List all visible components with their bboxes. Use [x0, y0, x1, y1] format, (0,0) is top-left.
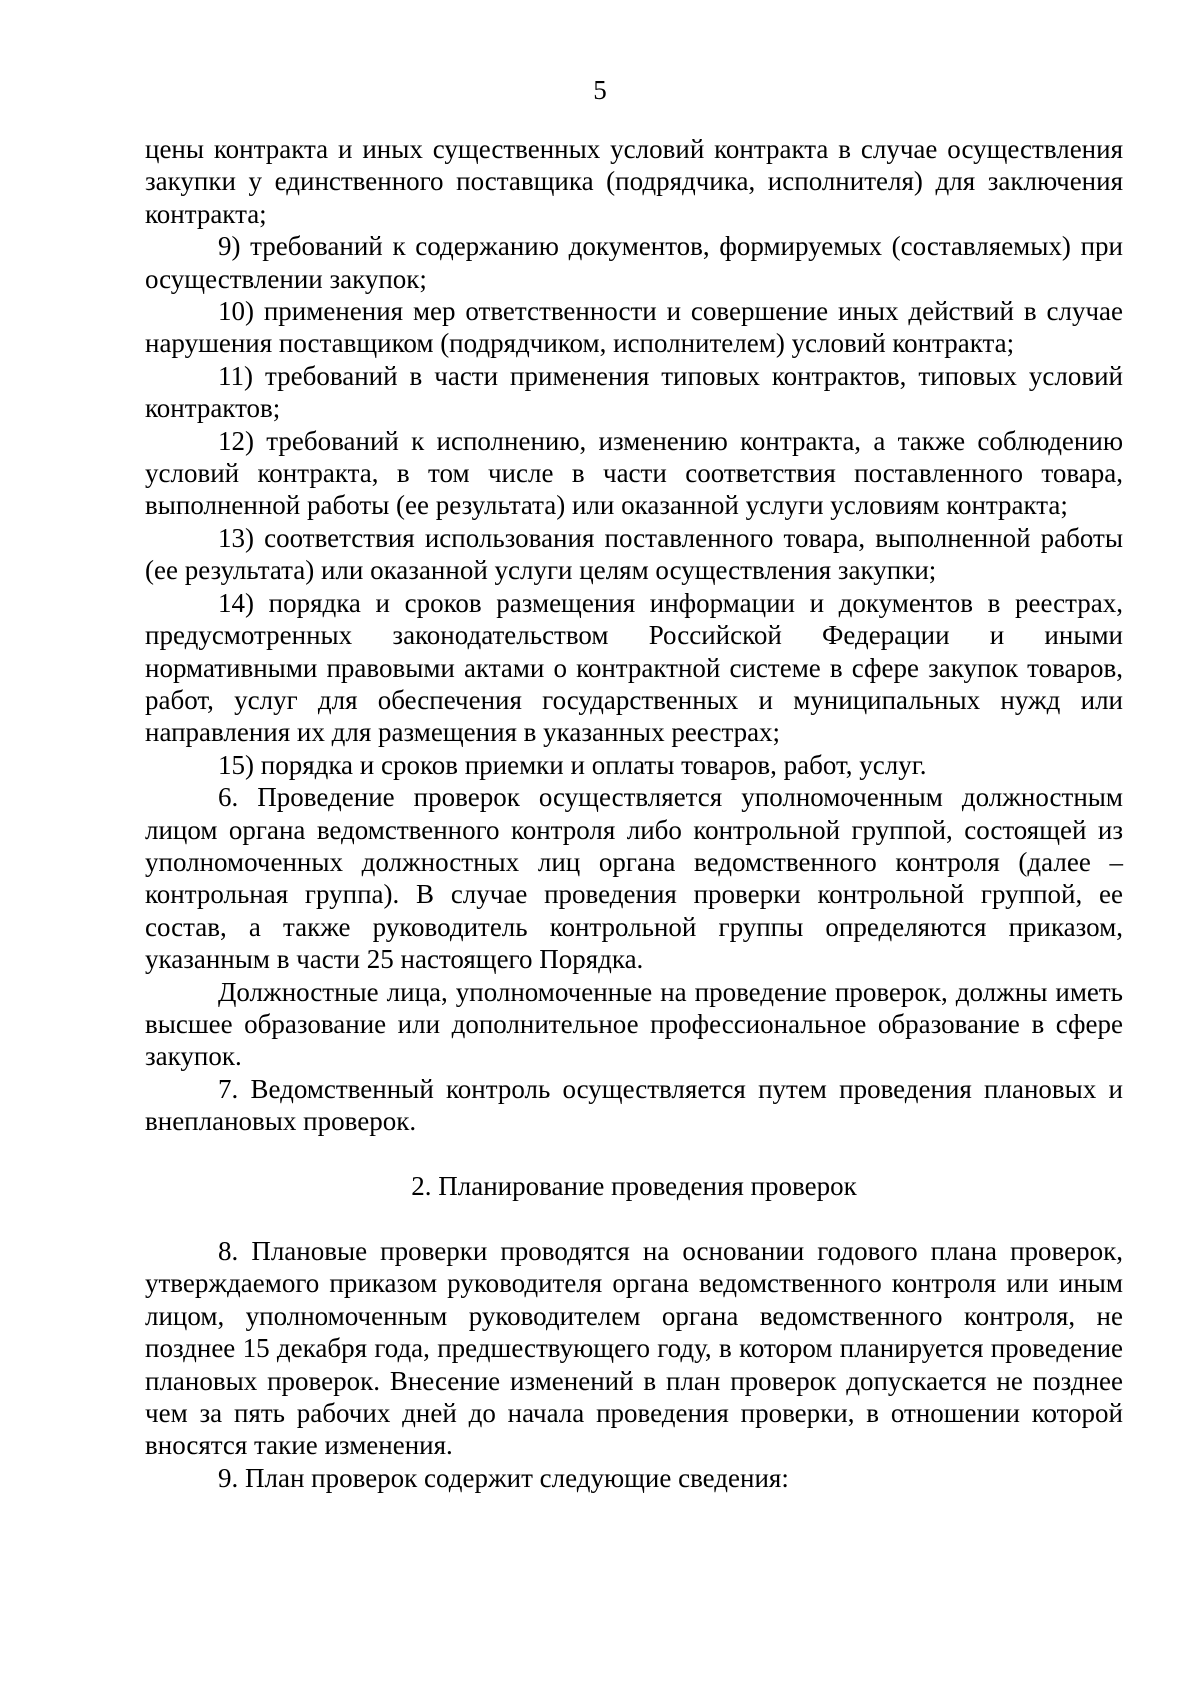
list-item-15: 15) порядка и сроков приемки и оплаты товаров, работ, услуг.: [218, 749, 927, 780]
list-item-14: 14) порядка и сроков размещения информации и документов в реестрах, предусмотренных законодательством Российской Федерации и иными нормативными правовыми актами о контрактной системе в сфере закупок товаров, работ, услуг для обеспечения государственных и муниципальных нужд или направления их для размещения в указанных реестрах;: [145, 587, 1123, 748]
list-item-9: 9) требований к содержанию документов, формируемых (составляемых) при осуществлении закупок;: [145, 231, 1123, 294]
list-item-12: 12) требований к исполнению, изменению контракта, а также соблюдению условий контракта, в том числе в части соответствия поставленного товара, выполненной работы (ее результата) или оказанной услуги условиям контракта;: [145, 425, 1123, 521]
paragraph-6: 6. Проведение проверок осуществляется уполномоченным должностным лицом органа ведомственного контроля либо контрольной группой, состоящей из уполномоченных должностных лиц органа ведомственного контроля (далее – контрольная группа). В случае проведения проверки контрольной группой, ее состав, а также руководитель контрольной группы определяются приказом, указанным в части 25 настоящего Порядка.: [145, 782, 1123, 975]
list-item-11: 11) требований в части применения типовых контрактов, типовых условий контрактов;: [145, 360, 1123, 424]
paragraph-continuation: цены контракта и иных существенных условий контракта в случае осуществления закупки у единственного поставщика (подрядчика, исполнителя) для заключения контракта;: [145, 134, 1123, 229]
section-heading: 2. Планирование проведения проверок: [411, 1170, 857, 1201]
paragraph-7: 7. Ведомственный контроль осуществляется путем проведения плановых и внеплановых проверок.: [145, 1073, 1123, 1137]
document-body: [145, 133, 1123, 1494]
paragraph-8: 8. Плановые проверки проводятся на основании годового плана проверок, утверждаемого приказом руководителя органа ведомственного контроля или иным лицом, уполномоченным руководителем органа ведомственного контроля, не позднее 15 декабря года, предшествующего году, в котором планируется проведение плановых проверок. Внесение изменений в план проверок допускается не позднее чем за пять рабочих дней до начала проведения проверки, в отношении которой вносятся такие изменения.: [145, 1236, 1123, 1461]
paragraph-qualifications: Должностные лица, уполномоченные на проведение проверок, должны иметь высшее образование или дополнительное профессиональное образование в сфере закупок.: [145, 976, 1123, 1072]
page-number: 5: [593, 75, 607, 105]
list-item-10: 10) применения мер ответственности и совершение иных действий в случае нарушения поставщиком (подрядчиком, исполнителем) условий контракта;: [145, 296, 1123, 359]
paragraph-9: 9. План проверок содержит следующие сведения:: [218, 1462, 789, 1493]
list-item-13: 13) соответствия использования поставленного товара, выполненной работы (ее результата) или оказанной услуги целям осуществления закупки;: [145, 522, 1123, 586]
